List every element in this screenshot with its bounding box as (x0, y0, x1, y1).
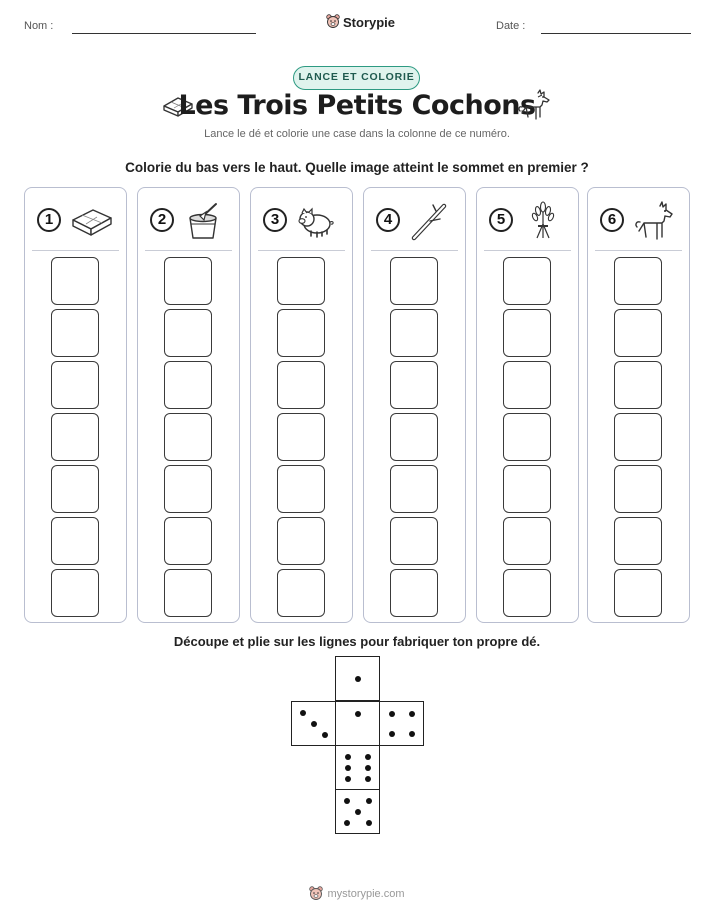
color-cell[interactable] (614, 257, 662, 305)
die-face-4 (379, 701, 424, 746)
wolf-icon (632, 200, 676, 242)
date-label: Date : (496, 20, 526, 32)
column-number: 2 (150, 208, 174, 232)
column-divider (32, 250, 119, 251)
pip (344, 820, 350, 826)
column-number: 3 (263, 208, 287, 232)
color-cell[interactable] (164, 569, 212, 617)
color-cell[interactable] (277, 309, 325, 357)
color-cell[interactable] (390, 361, 438, 409)
column-6 (587, 187, 690, 623)
color-cell[interactable] (614, 413, 662, 461)
brand-logo (326, 14, 395, 30)
color-cell[interactable] (164, 517, 212, 565)
die-face-1 (335, 701, 380, 746)
color-cell[interactable] (614, 569, 662, 617)
stick-icon (408, 200, 452, 242)
column-header (138, 188, 239, 246)
column-1 (24, 187, 127, 623)
color-cell[interactable] (614, 465, 662, 513)
column-3 (250, 187, 353, 623)
column-number: 1 (37, 208, 61, 232)
color-cell[interactable] (277, 257, 325, 305)
column-4 (363, 187, 466, 623)
pip (345, 765, 351, 771)
page-title: Les Trois Petits Cochons (178, 90, 536, 121)
column-header (588, 188, 689, 246)
column-number: 6 (600, 208, 624, 232)
die-face-3 (291, 701, 336, 746)
footer (0, 886, 714, 902)
color-cell[interactable] (503, 257, 551, 305)
pip (355, 809, 361, 815)
column-header (364, 188, 465, 246)
name-label: Nom : (24, 20, 54, 32)
die-face-5 (335, 789, 380, 834)
pip (389, 711, 395, 717)
pip (366, 798, 372, 804)
color-cell[interactable] (390, 569, 438, 617)
pip (345, 776, 351, 782)
color-cell[interactable] (503, 465, 551, 513)
column-header (477, 188, 578, 246)
column-header (25, 188, 126, 246)
column-divider (371, 250, 458, 251)
color-cell[interactable] (164, 361, 212, 409)
wolf-icon (516, 89, 552, 123)
color-cell[interactable] (390, 309, 438, 357)
color-cell[interactable] (503, 569, 551, 617)
color-cell[interactable] (277, 361, 325, 409)
color-cell[interactable] (164, 413, 212, 461)
pip (409, 731, 415, 737)
pip (366, 820, 372, 826)
color-cell[interactable] (614, 361, 662, 409)
pip (300, 710, 306, 716)
pip (389, 731, 395, 737)
column-header (251, 188, 352, 246)
color-cell[interactable] (503, 517, 551, 565)
brand-name: Storypie (343, 14, 396, 30)
header-bar (0, 14, 714, 42)
footer-url[interactable]: mystorypie.com (327, 888, 405, 900)
pip (355, 676, 361, 682)
color-cell[interactable] (277, 413, 325, 461)
die-face-6 (335, 745, 380, 790)
color-cell[interactable] (277, 517, 325, 565)
color-cell[interactable] (51, 569, 99, 617)
storypie-bear-icon (326, 14, 340, 30)
color-cell[interactable] (614, 309, 662, 357)
instruction: Colorie du bas vers le haut. Quelle image atteint le sommet en premier ? (125, 160, 589, 175)
date-line[interactable] (541, 33, 691, 34)
color-cell[interactable] (51, 413, 99, 461)
column-divider (145, 250, 232, 251)
pip (355, 711, 361, 717)
color-cell[interactable] (503, 361, 551, 409)
storypie-bear-icon (309, 886, 323, 902)
pip (311, 721, 317, 727)
column-number: 5 (489, 208, 513, 232)
column-divider (258, 250, 345, 251)
color-cell[interactable] (503, 309, 551, 357)
brick-icon (69, 200, 113, 242)
pip (345, 754, 351, 760)
cut-instruction: Découpe et plie sur les lignes pour fabriquer ton propre dé. (173, 634, 541, 649)
pip (322, 732, 328, 738)
dice-columns (24, 187, 690, 623)
pip (409, 711, 415, 717)
subtitle: Lance le dé et colorie une case dans la colonne de ce numéro. (204, 128, 510, 140)
color-cell[interactable] (277, 569, 325, 617)
color-cell[interactable] (390, 413, 438, 461)
name-line[interactable] (72, 33, 256, 34)
column-2 (137, 187, 240, 623)
pip (365, 754, 371, 760)
column-5 (476, 187, 579, 623)
color-cell[interactable] (51, 361, 99, 409)
color-cell[interactable] (164, 257, 212, 305)
pip (344, 798, 350, 804)
pig-icon (295, 200, 339, 242)
color-cell[interactable] (51, 517, 99, 565)
color-cell[interactable] (51, 309, 99, 357)
pip (365, 765, 371, 771)
straw-icon (521, 200, 565, 242)
color-cell[interactable] (277, 465, 325, 513)
column-number: 4 (376, 208, 400, 232)
color-cell[interactable] (164, 465, 212, 513)
color-cell[interactable] (51, 465, 99, 513)
color-cell[interactable] (390, 257, 438, 305)
color-cell[interactable] (390, 465, 438, 513)
color-cell[interactable] (614, 517, 662, 565)
column-divider (595, 250, 682, 251)
column-divider (484, 250, 571, 251)
color-cell[interactable] (51, 257, 99, 305)
cement-bucket-icon (182, 200, 226, 242)
color-cell[interactable] (164, 309, 212, 357)
activity-badge: LANCE ET COLORIE (293, 66, 420, 90)
color-cell[interactable] (390, 517, 438, 565)
pip (365, 776, 371, 782)
color-cell[interactable] (503, 413, 551, 461)
die-face-1 (335, 656, 380, 701)
